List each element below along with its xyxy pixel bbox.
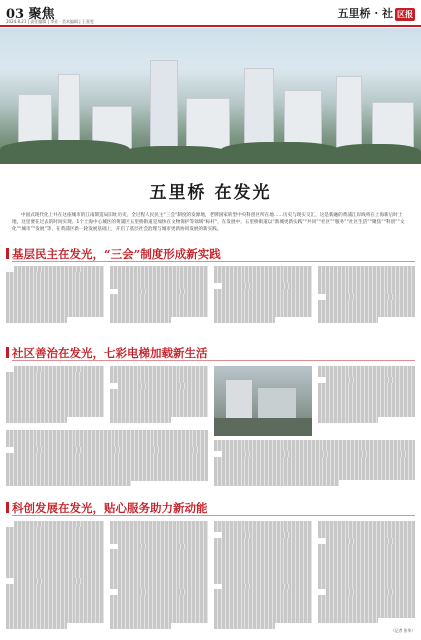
section-3-column-4	[318, 521, 415, 625]
page-headline: 五里桥 在发光	[149, 183, 272, 203]
section-2-column-2	[110, 366, 208, 426]
hero-photo	[0, 28, 421, 164]
section-2-column-lower	[6, 430, 208, 486]
section-3-column-3	[214, 521, 312, 631]
section-2-column-4	[318, 366, 415, 426]
section-1-column-4	[318, 266, 415, 326]
section-heading-1	[6, 246, 415, 260]
date-line: 2024.8.21 | 责任编辑 | 李亚 · 美术编辑 | 王嘉雯	[6, 19, 94, 24]
lead-paragraph: 中国式现代化上井在这座城市的江南制造局旧址历史，全过程人民民主“三会”制度的发源地，老牌国家转型中央科创区所在地……历史与现实交汇，这是新融的黄浦江岸线将在上海新后时土地，这里要在过去的时间实现。1个上海中心城区的黄浦区五里桥街道是加快在文物保护等领域“标杆”，在发展中，五里桥街道以“新城更新实践”“共同”“社区”“服务”“社区生活”“聚焦”“科创”“文化”“城市”“发展”等，在黄浦区新一轮发展基础上，开启了基层社会治理与城市更新协同发展的新实践。	[12, 213, 405, 233]
section-marker	[6, 502, 9, 513]
section-title-3: 科创发展在发光，贴心服务助力新动能	[12, 501, 208, 515]
section-1-column-2	[110, 266, 208, 326]
section-1-column-3	[214, 266, 312, 326]
masthead	[0, 0, 421, 22]
brand-title	[338, 5, 416, 21]
reporter-byline: （记者 张华）	[391, 628, 415, 633]
section-title-1: 基层民主在发光，“三会”制度形成新实践	[12, 247, 221, 261]
brand-title-text: 五里桥 · 社	[337, 7, 393, 20]
section-3-column-2	[110, 521, 208, 631]
page-number-value: 03	[6, 7, 25, 22]
section-2-column-bottom	[214, 440, 415, 486]
page-section-name: 聚焦	[28, 7, 55, 22]
section-heading-2	[6, 345, 415, 359]
section-title-2: 社区善治在发光，七彩电梯加载新生活	[12, 346, 208, 360]
section-marker	[6, 347, 9, 358]
section-3-column-1	[6, 521, 104, 631]
section-marker	[6, 248, 9, 259]
section-rule	[12, 360, 415, 361]
section-2-photo	[214, 366, 312, 436]
header-rule	[0, 25, 421, 27]
section-2-column-1	[6, 366, 104, 426]
section-rule	[12, 261, 415, 262]
brand-stamp-icon: 区报	[397, 9, 413, 19]
section-heading-3	[6, 500, 415, 514]
section-rule	[12, 515, 415, 516]
section-1-column-1	[6, 266, 104, 326]
